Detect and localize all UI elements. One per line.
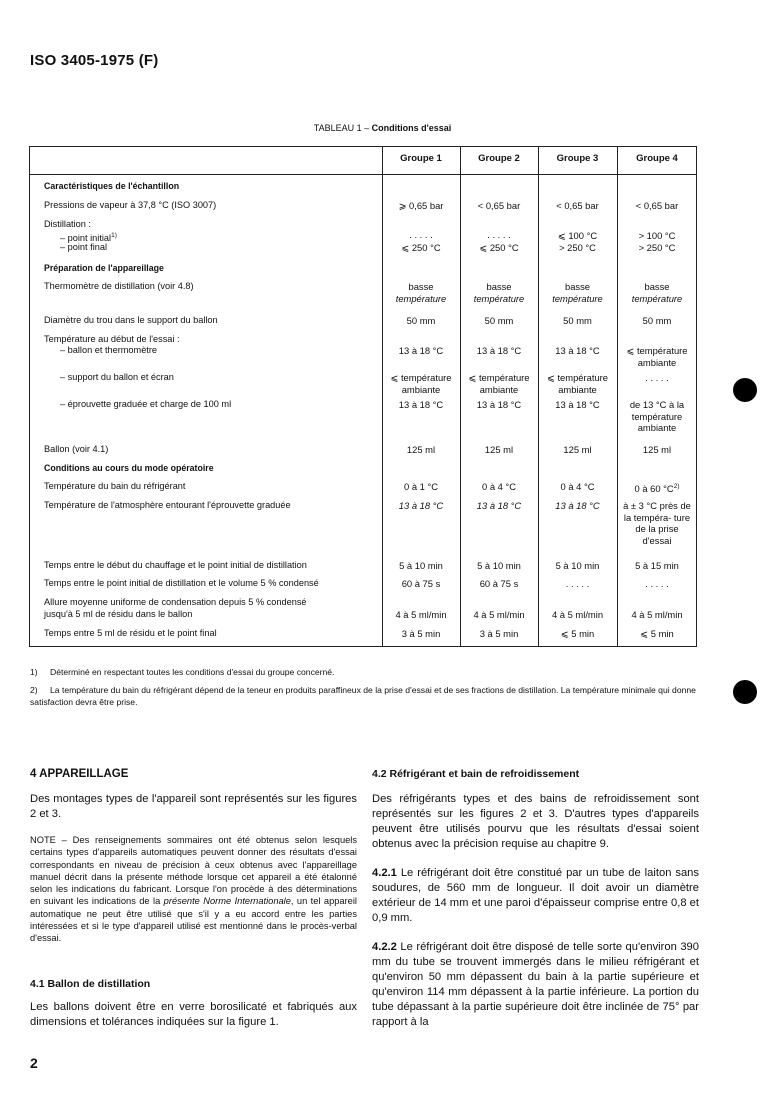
paragraph-4-2-2 <box>372 940 699 1030</box>
g3-support-screen: ⩽ température ambiante <box>546 372 608 395</box>
column-divider <box>617 147 618 646</box>
g2-vapour-pressure: < 0,65 bar <box>477 200 521 211</box>
g3-thermometer-line1: basse <box>564 281 591 292</box>
g1-initial-point: . . . . . <box>409 229 433 240</box>
g1-final-point: ⩽ 250 °C <box>401 242 441 253</box>
g1-hole-diameter: 50 mm <box>406 315 436 326</box>
header-divider <box>30 174 696 175</box>
g3-bath-temperature: 0 à 4 °C <box>560 481 595 492</box>
sub-heading-condenser: 4.2 Réfrigérant et bain de refroidissement <box>372 768 580 780</box>
footnote-1 <box>30 666 720 678</box>
g4-bath-temperature-value: 0 à 60 °C <box>634 483 674 495</box>
g1-support-screen: ⩽ température ambiante <box>390 372 452 395</box>
g3-hole-diameter: 50 mm <box>563 315 592 326</box>
paragraph-4-2-1 <box>372 866 699 926</box>
label-cylinder-charge: – éprouvette graduée et charge de 100 ml <box>60 399 232 409</box>
g3-thermometer <box>538 281 617 304</box>
section-heading-apparatus: 4 APPAREILLAGE <box>30 768 129 780</box>
g4-final-point: > 250 °C <box>638 242 676 253</box>
g3-atmosphere-temperature: 13 à 18 °C <box>555 500 600 511</box>
label-time-initial-5pct: Temps entre le point initial de distillation et le volume 5 % condensé <box>44 578 319 588</box>
g2-bath-temperature: 0 à 4 °C <box>482 481 516 492</box>
label-condensation-rate-1: Allure moyenne uniforme de condensation depuis 5 % condensé <box>44 597 307 607</box>
g1-flask-thermometer: 13 à 18 °C <box>398 345 444 356</box>
g4-thermometer-line2: température <box>631 292 683 304</box>
punch-hole-mark <box>733 378 757 402</box>
g4-initial-point: > 100 °C <box>638 230 676 241</box>
section-preparation: Préparation de l'appareillage <box>44 263 164 273</box>
label-thermometer: Thermomètre de distillation (voir 4.8) <box>44 281 194 291</box>
g1-time-initial-5pct: 60 à 75 s <box>401 578 441 589</box>
g1-thermometer-line1: basse <box>408 281 434 292</box>
paragraph-4-2-2-text: Le réfrigérant doit être disposé de telle sorte qu'environ 390 mm du tube se trouvent immergés dans le milieu réfrigérant et qu'environ 50 mm dépassent du bain à la partie supérieure et qu'environ 114 mm dépassent à la partie inférieure. La portion du tube dépassant à la partie supérieure doit être inclinée de 75° par rapport à la <box>372 941 699 1028</box>
g1-cylinder-charge: 13 à 18 °C <box>398 399 444 410</box>
g2-time-initial-5pct: 60 à 75 s <box>479 578 519 589</box>
g4-flask: 125 ml <box>642 444 672 455</box>
group-header-4: Groupe 4 <box>636 153 678 164</box>
label-time-residue-final: Temps entre 5 ml de résidu et le point final <box>44 628 217 638</box>
g1-flask: 125 ml <box>406 444 436 455</box>
g2-hole-diameter: 50 mm <box>484 315 514 326</box>
standard-id: ISO 3405-1975 (F) <box>30 52 159 69</box>
label-distillation: Distillation : <box>44 219 91 229</box>
g4-thermometer-line1: basse <box>644 281 670 292</box>
group-header-2: Groupe 2 <box>478 153 520 164</box>
g1-time-residue-final: 3 à 5 min <box>401 628 441 639</box>
paragraph-4-2-1-number: 4.2.1 <box>372 867 397 879</box>
paragraph-4-2-1-text: Le réfrigérant doit être constitué par un tube de laiton sans soudures, de 560 mm de longueur. Il doit avoir un diamètre extérieur de 14 mm et une paroi d'épaisseur comprise entre 0,8 et 0,9 mm. <box>372 867 699 924</box>
g2-flask: 125 ml <box>484 444 514 455</box>
g3-flask: 125 ml <box>563 444 592 455</box>
g2-support-screen: ⩽ température ambiante <box>468 372 530 395</box>
g4-condensation-rate: 4 à 5 ml/min <box>631 609 683 620</box>
footnote-1-num: 1) <box>30 667 38 677</box>
g2-condensation-rate: 4 à 5 ml/min <box>473 609 525 620</box>
flask-text: Les ballons doivent être en verre borosilicaté et fabriqués aux dimensions et tolérances indiquées sur la figure 1. <box>30 1001 357 1028</box>
section-sample: Caractéristiques de l'échantillon <box>44 181 180 191</box>
g4-atmosphere-temperature: à ± 3 °C près de la tempéra- ture de la prise d'essai <box>623 500 691 546</box>
page-number: 2 <box>30 1055 38 1071</box>
label-flask-thermometer: – ballon et thermomètre <box>60 345 158 355</box>
g2-time-heating: 5 à 10 min <box>477 560 521 571</box>
section-conditions: Conditions au cours du mode opératoire <box>44 463 214 473</box>
footnote-2-text: La température du bain du réfrigérant dépend de la teneur en produits paraffineux de la prise d'essai et de ses fractions de distillation. La température minimale qui donne satisfaction devra être prise. <box>30 685 696 707</box>
g4-vapour-pressure: < 0,65 bar <box>635 200 679 211</box>
g3-time-heating: 5 à 10 min <box>555 560 600 571</box>
g1-atmosphere-temperature: 13 à 18 °C <box>398 500 444 511</box>
g1-thermometer-line2: température <box>395 292 447 304</box>
note-text-1: NOTE – Des renseignements sommaires ont été obtenus selon lesquels certains types d'appareils automatiques peuvent donner des résultats d'essai correspondants en niveau de précision à ceux obtenus avec l'appareillage manuel décrit dans la présente méthode lorsque cet appareil a été étalonné selon les indications du fabricant. Lorsque l'on procède à des déterminations en suivant les indications de la <box>30 835 357 907</box>
label-condensation-rate-2: jusqu'à 5 ml de résidu dans le ballon <box>44 609 193 619</box>
label-time-heating: Temps entre le début du chauffage et le point initial de distillation <box>44 560 307 570</box>
g3-thermometer-line2: température <box>552 292 603 304</box>
g2-initial-point: . . . . . <box>487 229 511 240</box>
g1-bath-temperature: 0 à 1 °C <box>404 481 438 492</box>
g3-final-point: > 250 °C <box>559 242 596 253</box>
g3-flask-thermometer: 13 à 18 °C <box>555 345 600 356</box>
group-header-3: Groupe 3 <box>556 153 599 164</box>
g2-thermometer-line2: température <box>473 292 525 304</box>
g3-initial-point: ⩽ 100 °C <box>557 230 598 241</box>
g2-flask-thermometer: 13 à 18 °C <box>476 345 522 356</box>
g4-time-residue-final: ⩽ 5 min <box>640 628 674 639</box>
g3-condensation-rate: 4 à 5 ml/min <box>551 609 604 620</box>
label-support-screen: – support du ballon et écran <box>60 372 174 382</box>
g1-vapour-pressure: ⩾ 0,65 bar <box>398 200 444 211</box>
g4-time-heating: 5 à 15 min <box>635 560 679 571</box>
label-hole-diameter: Diamètre du trou dans le support du ballon <box>44 315 218 325</box>
label-start-temperature: Température au début de l'essai : <box>44 334 180 344</box>
note-text-2: , un tel appareil automatique ne peut être utilisé que s'il y a eu accord entre les parties intéressées et si le type d'appareil utilisé est mentionné dans le procès-verbal d'essai. <box>30 896 357 944</box>
footnote-1-text: Déterminé en respectant toutes les conditions d'essai du groupe concerné. <box>50 667 335 677</box>
g2-thermometer <box>460 281 538 304</box>
g2-time-residue-final: 3 à 5 min <box>479 628 519 639</box>
note-italic: présente Norme Internationale <box>163 896 291 907</box>
g1-time-heating: 5 à 10 min <box>399 560 443 571</box>
g3-time-initial-5pct: . . . . . <box>565 578 590 589</box>
punch-hole-mark <box>733 680 757 704</box>
g4-bath-temperature <box>620 481 694 495</box>
g3-vapour-pressure: < 0,65 bar <box>556 200 599 211</box>
label-vapour-pressure: Pressions de vapeur à 37,8 °C (ISO 3007) <box>44 200 217 210</box>
g2-thermometer-line1: basse <box>486 281 512 292</box>
group-header-1: Groupe 1 <box>400 153 442 164</box>
g2-cylinder-charge: 13 à 18 °C <box>476 399 522 410</box>
g4-cylinder-charge: de 13 °C à la température ambiante <box>629 399 685 433</box>
g3-cylinder-charge: 13 à 18 °C <box>555 399 600 410</box>
footnote-ref-2: 2) <box>673 483 680 490</box>
g3-time-residue-final: ⩽ 5 min <box>560 628 595 639</box>
footnote-2 <box>30 684 720 708</box>
label-initial-point-text: – point initial <box>60 233 112 244</box>
conditions-table <box>29 146 697 647</box>
label-atmosphere-temperature: Température de l'atmosphère entourant l'éprouvette graduée <box>44 500 291 510</box>
label-final-point: – point final <box>60 242 107 252</box>
g4-hole-diameter: 50 mm <box>642 315 672 326</box>
table-title <box>0 123 765 133</box>
g4-thermometer <box>620 281 694 304</box>
paragraph-4-2-2-number: 4.2.2 <box>372 941 397 953</box>
g2-atmosphere-temperature: 13 à 18 °C <box>476 500 522 511</box>
apparatus-note <box>30 834 357 945</box>
g4-support-screen: . . . . . <box>645 372 669 383</box>
footnote-2-num: 2) <box>30 685 38 695</box>
label-bath-temperature: Température du bain du réfrigérant <box>44 481 186 491</box>
label-flask: Ballon (voir 4.1) <box>44 444 109 454</box>
sub-heading-flask: 4.1 Ballon de distillation <box>30 978 151 990</box>
g1-condensation-rate: 4 à 5 ml/min <box>395 609 447 620</box>
g4-time-initial-5pct: . . . . . <box>645 578 669 589</box>
g2-final-point: ⩽ 250 °C <box>479 242 519 253</box>
apparatus-intro: Des montages types de l'appareil sont représentés sur les figures 2 et 3. <box>30 793 357 820</box>
table-title-bold: Conditions d'essai <box>371 123 452 133</box>
condenser-intro: Des réfrigérants types et des bains de refroidissement sont représentés sur les figures 2 et 3. D'autres types d'appareils peuvent être utilisés pourvu que les résultats d'essai soient obtenus avec la précision requise au chapitre 9. <box>372 793 699 850</box>
table-title-prefix: TABLEAU 1 – <box>313 123 372 133</box>
g1-thermometer <box>382 281 460 304</box>
g4-flask-thermometer: ⩽ température ambiante <box>626 345 688 368</box>
footnote-ref-1: 1) <box>111 232 117 239</box>
